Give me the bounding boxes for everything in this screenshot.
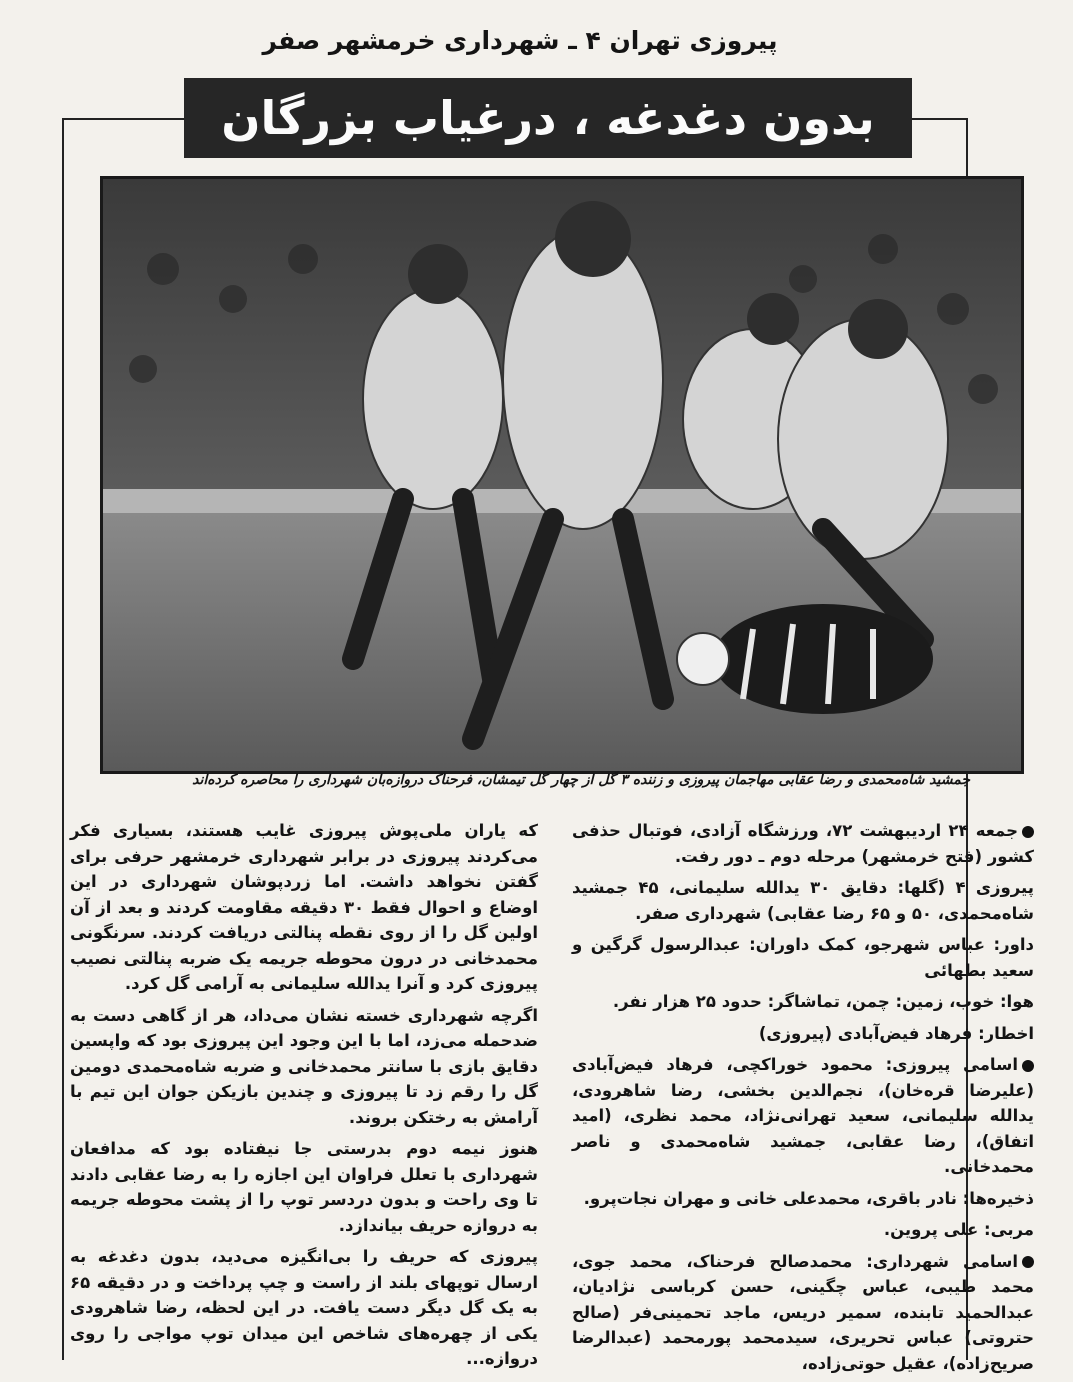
match-details-column bbox=[572, 818, 1034, 1382]
bullet-dot-icon bbox=[1022, 1256, 1034, 1268]
match-photo-image bbox=[103, 179, 1021, 771]
detail-lineup-shahrdari bbox=[572, 1249, 1034, 1377]
detail-coach: مربی: علی پروین. bbox=[883, 1220, 1034, 1239]
detail-lineup-shahrdari-text: اسامی شهرداری: محمدصالح فرحناک، محمد جوی، محمد طیبی، عباس چگینی، حسن کرباسی نژادیان، عبدالحمید تابنده، سمیر دریس، ماجد تحمینی‌فر (صالح حتروتی) عباس تحریری، سیدمحمد پورمحمد (عبدالرضا صریح‌زاده)، عقیل حوتی‌زاده، bbox=[572, 1251, 1034, 1373]
match-photo bbox=[100, 176, 1024, 774]
detail-lineup-pirouzi-text: اسامی پیروزی: محمود خوراکچی، فرهاد فیض‌آبادی (علیرضا قره‌خان)، نجم‌الدین بخشی، رضا شاهرودی، یدالله سلیمانی، سعید تهرانی‌نژاد، محمد نظری، (امید اتفاق)، رضا عقابی، جمشید شاه‌محمدی و ناصر محمدخانی. bbox=[572, 1055, 1034, 1176]
detail-match-text: جمعه ۲۴ اردیبهشت ۷۲، ورزشگاه آزادی، فوتبال حذفی کشور (فتح خرمشهر) مرحله دوم ـ دور رفت. bbox=[572, 821, 1034, 866]
detail-weather: هوا: خوب، زمین: چمن، تماشاگر: حدود ۲۵ هزار نفر. bbox=[612, 992, 1034, 1011]
report-paragraph: هنوز نیمه دوم بدرستی جا نیفتاده بود که مدافعان شهرداری با تعلل فراوان این اجازه را به رضا عقابی دادند تا وی راحت و بدون دردسر توپ را از پشت محوطه جریمه به دروازه حریف بیاندازد. bbox=[70, 1139, 538, 1235]
photo-caption: جمشید شاه‌محمدی و رضا عقابی مهاجمان پیروزی و زننده ۳ گل از چهار گل تیمشان، فرحناک دروازه‌بان شهرداری را محاصره کرده‌اند bbox=[192, 772, 970, 788]
detail-match bbox=[572, 818, 1034, 869]
detail-referees: داور: عباس شهرجو، کمک داوران: عبدالرسول گرگین و سعید بطهائی bbox=[572, 935, 1034, 980]
kicker-line: پیروزی تهران ۴ ـ شهرداری خرمشهر صفر bbox=[262, 26, 778, 55]
bullet-dot-icon bbox=[1022, 826, 1034, 838]
report-paragraph: اگرچه شهرداری خسته نشان می‌داد، هر از گاهی دست به ضدحمله می‌زد، اما با این وجود این پیروزی بود که واپسین دقایق بازی با سانتر محمدخانی و ضربه شاه‌محمدی دومین گل را رقم زد تا پیروزی و چندین بازیکن جوان این تیم با آرامش به رختکن بروند. bbox=[70, 1005, 538, 1127]
detail-lineup-pirouzi bbox=[572, 1052, 1034, 1180]
report-paragraph: پیروزی که حریف را بی‌انگیزه می‌دید، بدون دغدغه به ارسال توپهای بلند از راست و چپ پرداخت و در دقیقه ۶۵ به یک گل دیگر دست یافت. در این لحظه، رضا شاهرودی یکی از چهره‌های شاخص این میدان توپ مواجی را روی دروازه... bbox=[70, 1247, 538, 1368]
detail-warning: اخطار: فرهاد فیض‌آبادی (پیروزی) bbox=[758, 1023, 1034, 1043]
headline-text: بدون دغدغه ، درغیاب بزرگان bbox=[221, 91, 875, 145]
report-column bbox=[70, 818, 538, 1378]
headline-banner bbox=[184, 78, 912, 158]
detail-score: پیروزی ۴ (گلها: دقایق ۳۰ یدالله سلیمانی، ۴۵ جمشید شاه‌محمدی، ۵۰ و ۶۵ رضا عقابی) شهرداری صفر. bbox=[572, 878, 1034, 923]
report-paragraph: که یاران ملی‌پوش پیروزی غایب هستند، بسیاری فکر می‌کردند پیروزی در برابر شهرداری خرمشهر حرفی برای گفتن نخواهد داشت. اما زردپوشان شهرداری در این اوضاع و احوال فقط ۳۰ دقیقه مقاومت کردند و بعد از آن اولین گل را از روی نقطه پنالتی دریافت کردند. سرنگونی محمدخانی در درون محوطه جریمه یک ضربه پنالتی نصیب پیروزی کرد و آنرا یدالله سلیمانی به آرامی گل کرد. bbox=[70, 821, 538, 993]
bullet-dot-icon bbox=[1022, 1060, 1034, 1072]
detail-reserves: ذخیره‌ها: نادر باقری، محمدعلی خانی و مهران نجات‌پرو. bbox=[583, 1188, 1034, 1208]
